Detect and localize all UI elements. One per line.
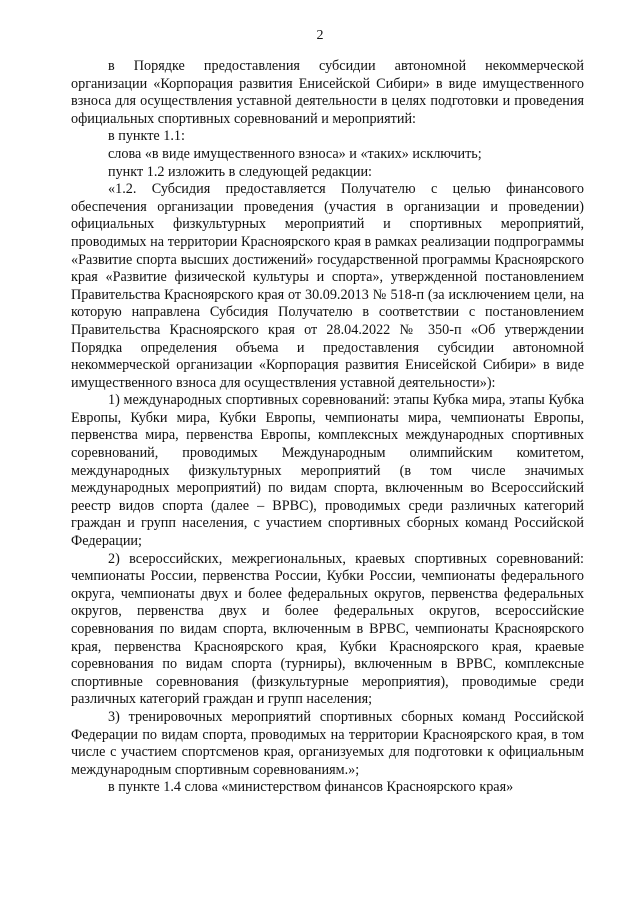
page-number: 2 (316, 28, 324, 43)
document-body (71, 58, 584, 797)
paragraph-clause-1-1: в пункте 1.1: (108, 128, 185, 145)
paragraph-item-2: 2) всероссийских, межрегиональных, краевых спортивных соревнований: чемпионаты России, первенства России, Кубки России, чемпионаты федерального округа, чемпионаты двух и более федеральных округов, первенства федеральных округов, первенства двух и более федеральных округов, всероссийские соревнования по видам спорта, включенным в ВРВС, чемпионаты Красноярского края, первенства Красноярского края, Кубки Красноярского края, краевые соревнования по видам спорта (турниры), включенным в ВРВС, комплексные спортивные соревнования (физкультурные мероприятия), проводимые среди различных категорий граждан и групп населения; (71, 550, 584, 708)
paragraph-amendment-intro: в Порядке предоставления субсидии автономной некоммерческой организации «Корпорация развития Енисейской Сибири» в виде имущественного взноса для осуществления уставной деятельности в целях подготовки и проведения официальных спортивных соревнований и мероприятий: (71, 58, 584, 127)
paragraph-clause-1-2-heading: пункт 1.2 изложить в следующей редакции: (108, 163, 372, 180)
paragraph-words-excluded: слова «в виде имущественного взноса» и «таких» исключить; (108, 145, 482, 162)
paragraph-clause-1-2-text: «1.2. Субсидия предоставляется Получателю с целью финансового обеспечения организации проведения (участия в организации и проведении) официальных физкультурных мероприятий и спортивных мероприятий, проводимых на территории Красноярского края в рамках реализации подпрограммы «Развитие спорта высших достижений» государственной программы Красноярского края «Развитие физической культуры и спорта», утвержденной постановлением Правительства Красноярского края от 30.09.2013 № 518-п (за исключением цели, на которую направлена Субсидия Получателю в соответствии с постановлением Правительства Красноярского края от 28.04.2022 № 350-п «Об утверждении Порядка определения объема и предоставления субсидии автономной некоммерческой организации «Корпорация развития Енисейской Сибири» в виде имущественного взноса для осуществления уставной деятельности»): (71, 181, 584, 391)
paragraph-clause-1-4: в пункте 1.4 слова «министерством финансов Красноярского края» (108, 779, 514, 796)
paragraph-item-1: 1) международных спортивных соревнований: этапы Кубка мира, этапы Кубка Европы, Кубки мира, Кубки Европы, чемпионаты мира, чемпионаты Европы, первенства мира, первенства Европы, комплексных международных спортивных соревнований, проводимых Международным олимпийским комитетом, международных физкультурных мероприятий (в том числе значимых международных мероприятий) по видам спорта, включенным во Всероссийский реестр видов спорта (далее – ВРВС), проводимых среди различных категорий граждан и групп населения, с участием спортивных сборных команд Российской Федерации; (71, 392, 584, 550)
paragraph-item-3: 3) тренировочных мероприятий спортивных сборных команд Российской Федерации по видам спорта, проводимых на территории Красноярского края, в том числе с участием спортсменов края, организуемых для подготовки к официальным международным спортивным соревнованиям.»; (71, 708, 584, 778)
